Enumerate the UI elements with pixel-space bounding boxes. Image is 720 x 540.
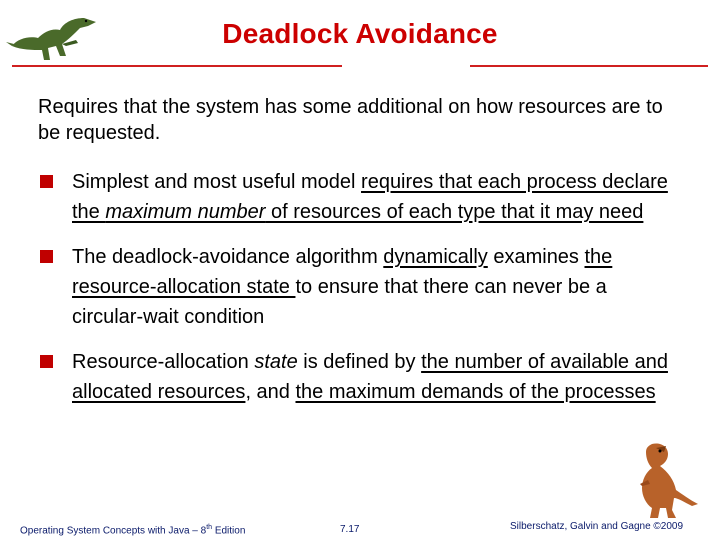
footer-book-title xyxy=(20,524,245,536)
bullet-text-2 xyxy=(72,246,612,328)
slide-title: Deadlock Avoidance xyxy=(222,18,498,49)
bullet-2-part-1: The deadlock-avoidance algorithm xyxy=(72,246,384,268)
bullet-item-2 xyxy=(38,242,678,332)
bullet-item-3 xyxy=(38,347,678,407)
bullet-item-1 xyxy=(38,167,678,227)
bullet-1-part-4: of resources of each type that it may need xyxy=(265,201,644,223)
title-rule-right xyxy=(470,65,708,67)
bullet-text-1 xyxy=(72,171,668,223)
square-bullet-icon xyxy=(40,175,53,188)
bullet-3-part-3: is defined by xyxy=(297,351,422,373)
bullet-3-part-2: state xyxy=(254,351,298,373)
title-rule-left xyxy=(12,65,342,67)
bullet-2-part-5: to ensure that there can never be a circular-wait condition xyxy=(72,276,607,328)
footer-edition-text: Edition xyxy=(212,525,246,537)
bullet-3-part-5: , and xyxy=(245,381,296,403)
footer-page-number: 7.17 xyxy=(340,524,360,535)
bullet-3-part-6: the maximum demands of the processes xyxy=(295,381,656,403)
footer-authors: Silberschatz, Galvin and Gagne ©2009 xyxy=(510,521,684,532)
bullet-2-part-3: examines xyxy=(487,246,585,268)
intro-paragraph: Requires that the system has some additional on how resources are to be requested. xyxy=(38,96,663,144)
dinosaur-logo-bottom-icon xyxy=(612,438,700,522)
bullet-2-part-2: dynamically xyxy=(383,246,488,268)
footer-edition-superscript: th xyxy=(206,524,213,531)
square-bullet-icon xyxy=(40,250,53,263)
square-bullet-icon xyxy=(40,355,53,368)
bullet-1-part-2: requires that each process declare the xyxy=(72,171,668,223)
bullet-1-part-3: maximum number xyxy=(105,201,266,223)
bullet-list xyxy=(38,167,678,422)
bullet-3-part-4: the number of available and allocated resources xyxy=(72,351,668,403)
bullet-1-part-1: Simplest and most useful model xyxy=(72,171,362,193)
footer-book-title-text: Operating System Concepts with Java – 8 xyxy=(20,525,207,537)
bullet-2-part-4: the resource-allocation state xyxy=(72,246,613,298)
bullet-text-3 xyxy=(72,351,668,403)
bullet-3-part-1: Resource-allocation xyxy=(72,351,255,373)
